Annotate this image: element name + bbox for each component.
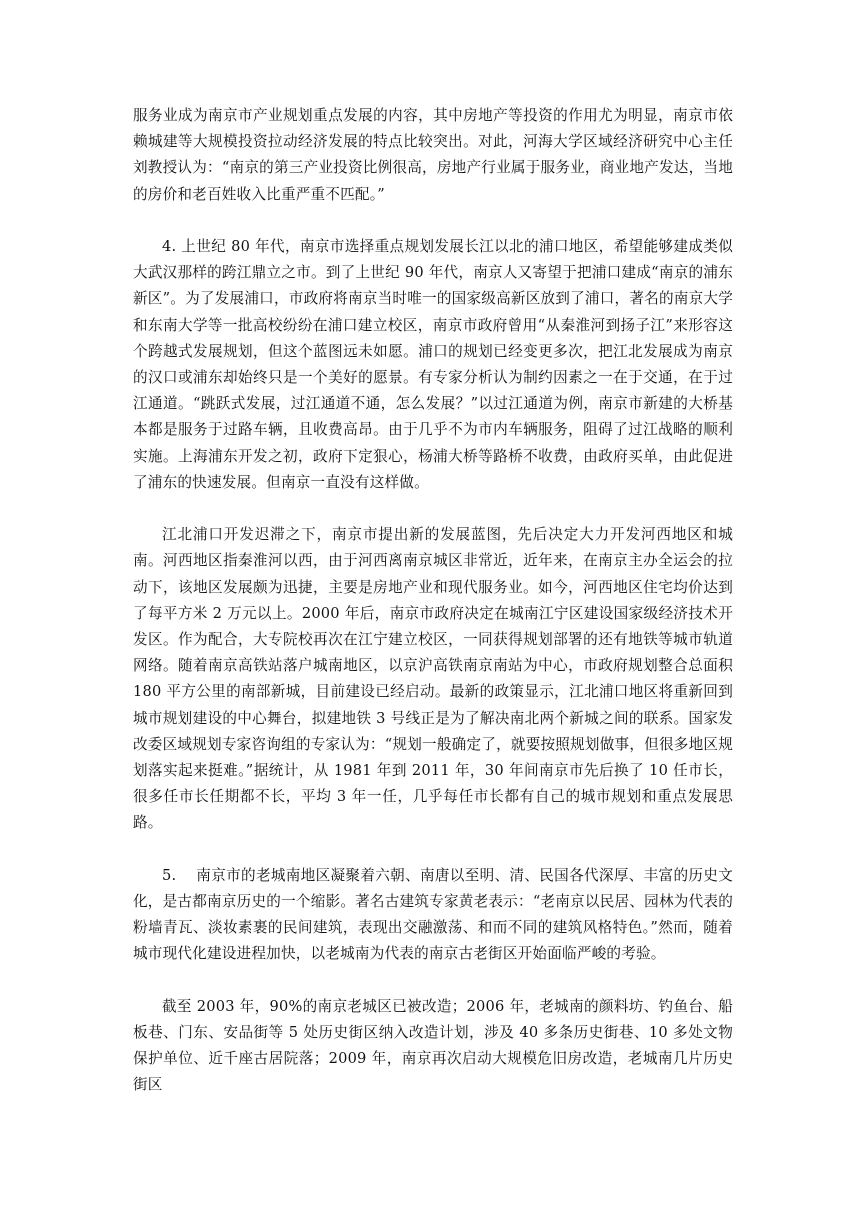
paragraph-pukou-planning: 4. 上世纪 80 年代，南京市选择重点规划发展长江以北的浦口地区，希望能够建成类似大武汉那样的跨江鼎立之市。到了上世纪 90 年代，南京人又寄望于把浦口建成“南京的浦东新区”。为了发展浦口，市政府将南京当时唯一的国家级高新区放到了浦口，著名的南京大学和东南大学等一批高校纷纷在浦口建立校区，南京市政府曾用“从秦淮河到扬子江”来形容这个跨越式发展规划，但这个蓝图远未如愿。浦口的规划已经变更多次，把江北发展成为南京的汉口或浦东却始终只是一个美好的愿景。有专家分析认为制约因素之一在于交通，在于过江通道。“跳跃式发展，过江通道不通，怎么发展？”以过江通道为例，南京市新建的大桥基本都是服务于过路车辆，且收费高昂。由于几乎不为市内车辆服务，阻碍了过江战略的顺利实施。上海浦东开发之初，政府下定狠心，杨浦大桥等路桥不收费，由政府买单，由此促进了浦东的快速发展。但南京一直没有这样做。 bbox=[133, 238, 733, 491]
paragraph-services-industry: 服务业成为南京市产业规划重点发展的内容，其中房地产等投资的作用尤为明显，南京市依赖城建等大规模投资拉动经济发展的特点比较突出。对此，河海大学区域经济研究中心主任刘教授认为：“南京的第三产业投资比例很高，房地产行业属于服务业，商业地产发达，当地的房价和老百姓收入比重严重不匹配。” bbox=[133, 107, 733, 203]
document-body bbox=[133, 103, 733, 1099]
paragraph-hexi-chengnan-development: 江北浦口开发迟滞之下，南京市提出新的发展蓝图，先后决定大力开发河西地区和城南。河西地区指秦淮河以西，由于河西离南京城区非常近，近年来，在南京主办全运会的拉动下，该地区发展颇为迅捷，主要是房地产业和现代服务业。如今，河西地区住宅均价达到了每平方米 2 万元以上。2000 年后，南京市政府决定在城南江宁区建设国家级经济技术开发区。作为配合，大专院校再次在江宁建立校区，一同获得规划部署的还有地铁等城市轨道网络。随着南京高铁站落户城南地区，以京沪高铁南京南站为中心，市政府规划整合总面积 180 平方公里的南部新城，目前建设已经启动。最新的政策显示，江北浦口地区将重新回到城市规划建设的中心舞台，拟建地铁 3 号线正是为了解决南北两个新城之间的联系。国家发改委区域规划专家咨询组的专家认为：“规划一般确定了，就要按照规划做事，但很多地区规划落实起来挺难。”据统计，从 1981 年到 2011 年，30 年间南京市先后换了 10 任市长，很多任市长任期都不长，平均 3 年一任，几乎每任市长都有自己的城市规划和重点发展思路。 bbox=[133, 526, 733, 832]
paragraph-old-chengnan-history: 5. 南京市的老城南地区凝聚着六朝、南唐以至明、清、民国各代深厚、丰富的历史文化，是古都南京历史的一个缩影。著名古建筑专家黄老表示：“老南京以民居、园林为代表的粉墙青瓦、淡妆素裹的民间建筑，表现出交融激荡、和而不同的建筑风格特色。”然而，随着城市现代化建设进程加快，以老城南为代表的南京古老街区开始面临严峻的考验。 bbox=[133, 866, 733, 963]
paragraph-old-city-renovation: 截至 2003 年，90%的南京老城区已被改造；2006 年，老城南的颜料坊、钓鱼台、船板巷、门东、安品街等 5 处历史街区纳入改造计划，涉及 40 多条历史街巷、10 多处文物保护单位、近千座古居院落；2009 年，南京再次启动大规模危旧房改造，老城南几片历史街区 bbox=[133, 997, 733, 1094]
